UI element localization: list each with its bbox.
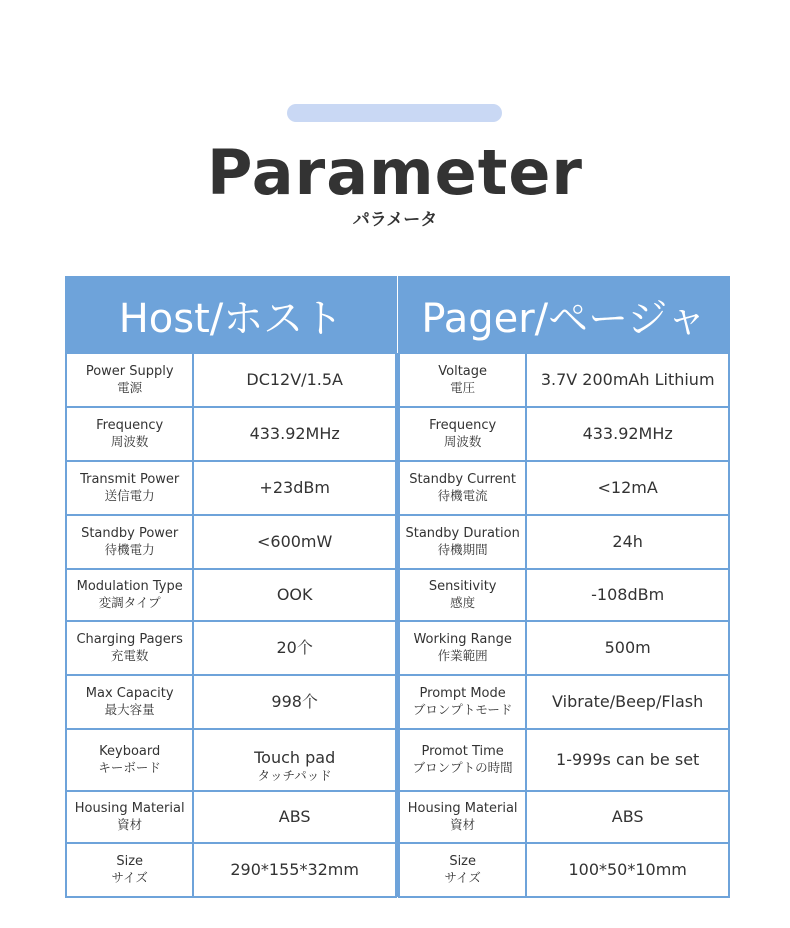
host-value-cell bbox=[193, 515, 396, 569]
host-label-en: Power Supply bbox=[85, 364, 174, 379]
pager-label-en: Housing Material bbox=[407, 801, 518, 816]
pager-label-ja: サイズ bbox=[444, 870, 481, 885]
host-label-ja: 電源 bbox=[117, 380, 143, 395]
host-value: ABS bbox=[278, 807, 311, 826]
pager-value: ABS bbox=[611, 807, 644, 826]
pager-label-ja: 作業範囲 bbox=[437, 648, 488, 663]
pager-value: -108dBm bbox=[591, 585, 665, 604]
host-value-cell bbox=[193, 461, 396, 515]
pager-label-cell bbox=[399, 791, 526, 843]
host-value: 20个 bbox=[276, 638, 313, 657]
host-value: OOK bbox=[276, 585, 313, 604]
table-row bbox=[66, 461, 729, 515]
pager-label-ja: 感度 bbox=[450, 595, 476, 610]
table-row bbox=[66, 353, 729, 407]
pager-label-cell bbox=[399, 353, 526, 407]
host-label-ja: 周波数 bbox=[110, 434, 149, 449]
pager-label-en: Sensitivity bbox=[428, 579, 497, 594]
pager-value-cell bbox=[526, 791, 729, 843]
pager-label-en: Prompt Mode bbox=[419, 686, 506, 701]
host-value-cell bbox=[193, 729, 396, 791]
pager-label-ja: 待機期間 bbox=[437, 542, 488, 557]
host-label-en: Modulation Type bbox=[76, 579, 183, 594]
host-value-cell bbox=[193, 569, 396, 621]
table-row bbox=[66, 621, 729, 675]
pager-value-cell bbox=[526, 729, 729, 791]
pager-label-en: Standby Duration bbox=[405, 526, 520, 541]
pager-label-cell bbox=[399, 407, 526, 461]
pager-label-en: Voltage bbox=[438, 364, 488, 379]
pager-label-ja: ブロンプトの時間 bbox=[412, 760, 513, 775]
host-label-cell bbox=[66, 515, 193, 569]
pager-label-cell bbox=[399, 515, 526, 569]
host-value: <600mW bbox=[256, 532, 333, 551]
host-label-cell bbox=[66, 621, 193, 675]
table-row bbox=[66, 791, 729, 843]
host-label-cell bbox=[66, 791, 193, 843]
host-label-en: Frequency bbox=[96, 418, 164, 433]
pager-value: <12mA bbox=[597, 478, 658, 497]
host-label-en: Housing Material bbox=[74, 801, 185, 816]
pager-label-ja: ブロンプトモード bbox=[412, 702, 513, 717]
table-row bbox=[66, 843, 729, 897]
pager-label-cell bbox=[399, 675, 526, 729]
host-label-ja: 送信電力 bbox=[104, 488, 155, 503]
pager-label-ja: 周波数 bbox=[443, 434, 482, 449]
pager-label-en: Promot Time bbox=[421, 744, 504, 759]
host-label-ja: 変調タイプ bbox=[98, 595, 161, 610]
pager-label-cell bbox=[399, 621, 526, 675]
host-label-cell bbox=[66, 843, 193, 897]
host-column-header: Host/ホスト bbox=[66, 277, 396, 353]
host-label-cell bbox=[66, 569, 193, 621]
pager-value-cell bbox=[526, 461, 729, 515]
spec-table-header bbox=[66, 277, 729, 353]
pager-value: 433.92MHz bbox=[582, 424, 673, 443]
host-value: DC12V/1.5A bbox=[246, 370, 343, 389]
pager-value: 500m bbox=[604, 638, 651, 657]
table-row bbox=[66, 407, 729, 461]
pager-value-cell bbox=[526, 353, 729, 407]
pager-label-cell bbox=[399, 461, 526, 515]
table-row bbox=[66, 515, 729, 569]
host-value: 998个 bbox=[271, 692, 318, 711]
pager-value-cell bbox=[526, 407, 729, 461]
pager-label-cell bbox=[399, 569, 526, 621]
pager-value: 24h bbox=[612, 532, 643, 551]
pager-value: 100*50*10mm bbox=[568, 860, 687, 879]
host-value: +23dBm bbox=[259, 478, 330, 497]
host-label-cell bbox=[66, 729, 193, 791]
pager-value-cell bbox=[526, 569, 729, 621]
page-title: Parameter bbox=[207, 136, 583, 209]
host-label-en: Max Capacity bbox=[85, 686, 174, 701]
host-label-ja: 資材 bbox=[117, 817, 143, 832]
host-value-cell bbox=[193, 675, 396, 729]
host-value-cell bbox=[193, 621, 396, 675]
pager-label-en: Frequency bbox=[429, 418, 497, 433]
table-row bbox=[66, 675, 729, 729]
pager-value: 1-999s can be set bbox=[556, 750, 700, 769]
pager-value: Vibrate/Beep/Flash bbox=[552, 692, 704, 711]
pager-value-cell bbox=[526, 843, 729, 897]
host-label-cell bbox=[66, 353, 193, 407]
pager-label-ja: 電圧 bbox=[450, 380, 476, 395]
pager-value-cell bbox=[526, 675, 729, 729]
pager-column-header: Pager/ページャ bbox=[399, 277, 729, 353]
host-label-en: Standby Power bbox=[81, 526, 179, 541]
host-label-en: Keyboard bbox=[99, 744, 161, 759]
spec-table bbox=[65, 276, 730, 898]
pager-label-cell bbox=[399, 729, 526, 791]
host-value-cell bbox=[193, 407, 396, 461]
table-row bbox=[66, 569, 729, 621]
pager-label-ja: 資材 bbox=[450, 817, 476, 832]
table-row bbox=[66, 729, 729, 791]
host-value-cell bbox=[193, 791, 396, 843]
host-label-cell bbox=[66, 675, 193, 729]
pager-label-cell bbox=[399, 843, 526, 897]
pager-label-en: Size bbox=[449, 854, 476, 869]
pager-label-en: Standby Current bbox=[409, 472, 517, 487]
host-label-ja: 最大容量 bbox=[104, 702, 155, 717]
page-subtitle: パラメータ bbox=[352, 210, 438, 230]
host-label-en: Charging Pagers bbox=[76, 632, 183, 647]
host-label-cell bbox=[66, 407, 193, 461]
pager-value-cell bbox=[526, 515, 729, 569]
host-label-en: Transmit Power bbox=[80, 472, 180, 487]
host-label-ja: 待機電力 bbox=[104, 542, 155, 557]
host-label-ja: 充電数 bbox=[110, 648, 149, 663]
host-label-ja: サイズ bbox=[111, 870, 148, 885]
pager-label-ja: 待機電流 bbox=[437, 488, 488, 503]
host-value-cell bbox=[193, 843, 396, 897]
host-label-ja: キーボード bbox=[98, 760, 161, 775]
host-value-sub: タッチパッド bbox=[257, 767, 332, 783]
host-label-cell bbox=[66, 461, 193, 515]
pager-value-cell bbox=[526, 621, 729, 675]
host-value: Touch pad bbox=[254, 747, 336, 767]
spec-table-body bbox=[66, 353, 729, 897]
decorative-pill bbox=[287, 104, 502, 122]
host-value-cell bbox=[193, 353, 396, 407]
host-value: 290*155*32mm bbox=[230, 860, 359, 879]
pager-value: 3.7V 200mAh Lithium bbox=[540, 370, 715, 389]
pager-label-en: Working Range bbox=[413, 632, 512, 647]
host-label-en: Size bbox=[116, 854, 144, 869]
host-value: 433.92MHz bbox=[249, 424, 340, 443]
